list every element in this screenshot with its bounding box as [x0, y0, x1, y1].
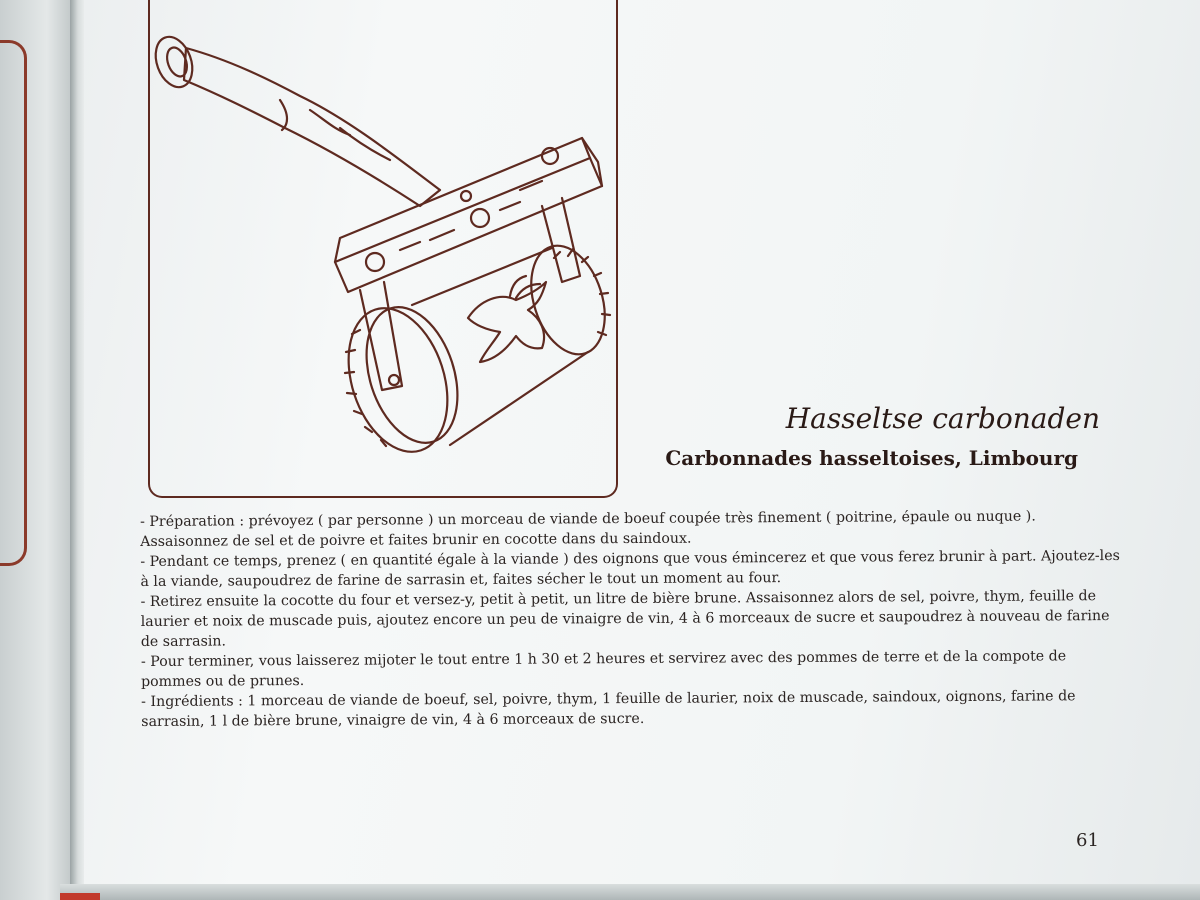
recipe-title-dutch: Hasseltse carbonaden	[785, 402, 1100, 435]
recipe-line: Assaisonnez de sel et de poivre et faites brunir en cocotte dans du saindoux.	[140, 530, 692, 550]
crossbar-hole-1	[366, 253, 384, 271]
left-leg	[360, 282, 402, 390]
recipe-line: - Retirez ensuite la cocotte du four et versez-y, petit à petit, un litre de bière brune. Assaisonnez alors de sel, poivre, thym, feuille de	[140, 588, 1097, 610]
recipe-line: sarrasin, 1 l de bière brune, vinaigre de vin, 4 à 6 morceaux de sucre.	[141, 710, 645, 730]
page-number: 61	[1076, 830, 1099, 851]
recipe-line: - Pendant ce temps, prenez ( en quantité égale à la viande ) des oignons que vous émincerez et que vous ferez brunir à part. Ajoutez-les	[140, 548, 1120, 570]
left-page-edge	[0, 0, 78, 900]
crossbar-hole-2	[471, 209, 489, 227]
recipe-line: laurier et noix de muscade puis, ajoutez encore un peu de vinaigre de vin, 4 à 6 morceaux de sucre et saupoudrez à nouveau de farine	[140, 608, 1110, 630]
recipe-line: - Préparation : prévoyez ( par personne ) un morceau de viande de boeuf coupée très finement ( poitrine, épaule ou nuque ).	[140, 508, 1036, 530]
left-page-illustration-border	[0, 40, 27, 566]
recipe-line: - Pour terminer, vous laisserez mijoter le tout entre 1 h 30 et 2 heures et servirez avec des pommes de terre et de la compote de	[140, 648, 1067, 670]
page-bottom-edge	[60, 884, 1200, 900]
recipe-line: de sarrasin.	[140, 633, 227, 650]
illustration-frame	[148, 0, 618, 498]
recipe-body	[140, 506, 1120, 732]
recipe-line: à la viande, saupoudrez de farine de sarrasin et, faites sécher le tout un moment au four.	[140, 570, 782, 590]
roller-illustration	[150, 0, 618, 498]
recipe-line: pommes ou de prunes.	[140, 672, 305, 690]
rabbit-engraving	[468, 282, 546, 362]
handle-shaft	[184, 48, 440, 206]
recipe-line: - Ingrédients : 1 morceau de viande de boeuf, sel, poivre, thym, 1 feuille de laurier, noix de muscade, saindoux, oignons, farine de	[141, 688, 1076, 710]
book-cover-corner	[60, 893, 100, 900]
recipe-title-french: Carbonnades hasseltoises, Limbourg	[665, 446, 1078, 470]
right-leg	[542, 198, 580, 282]
